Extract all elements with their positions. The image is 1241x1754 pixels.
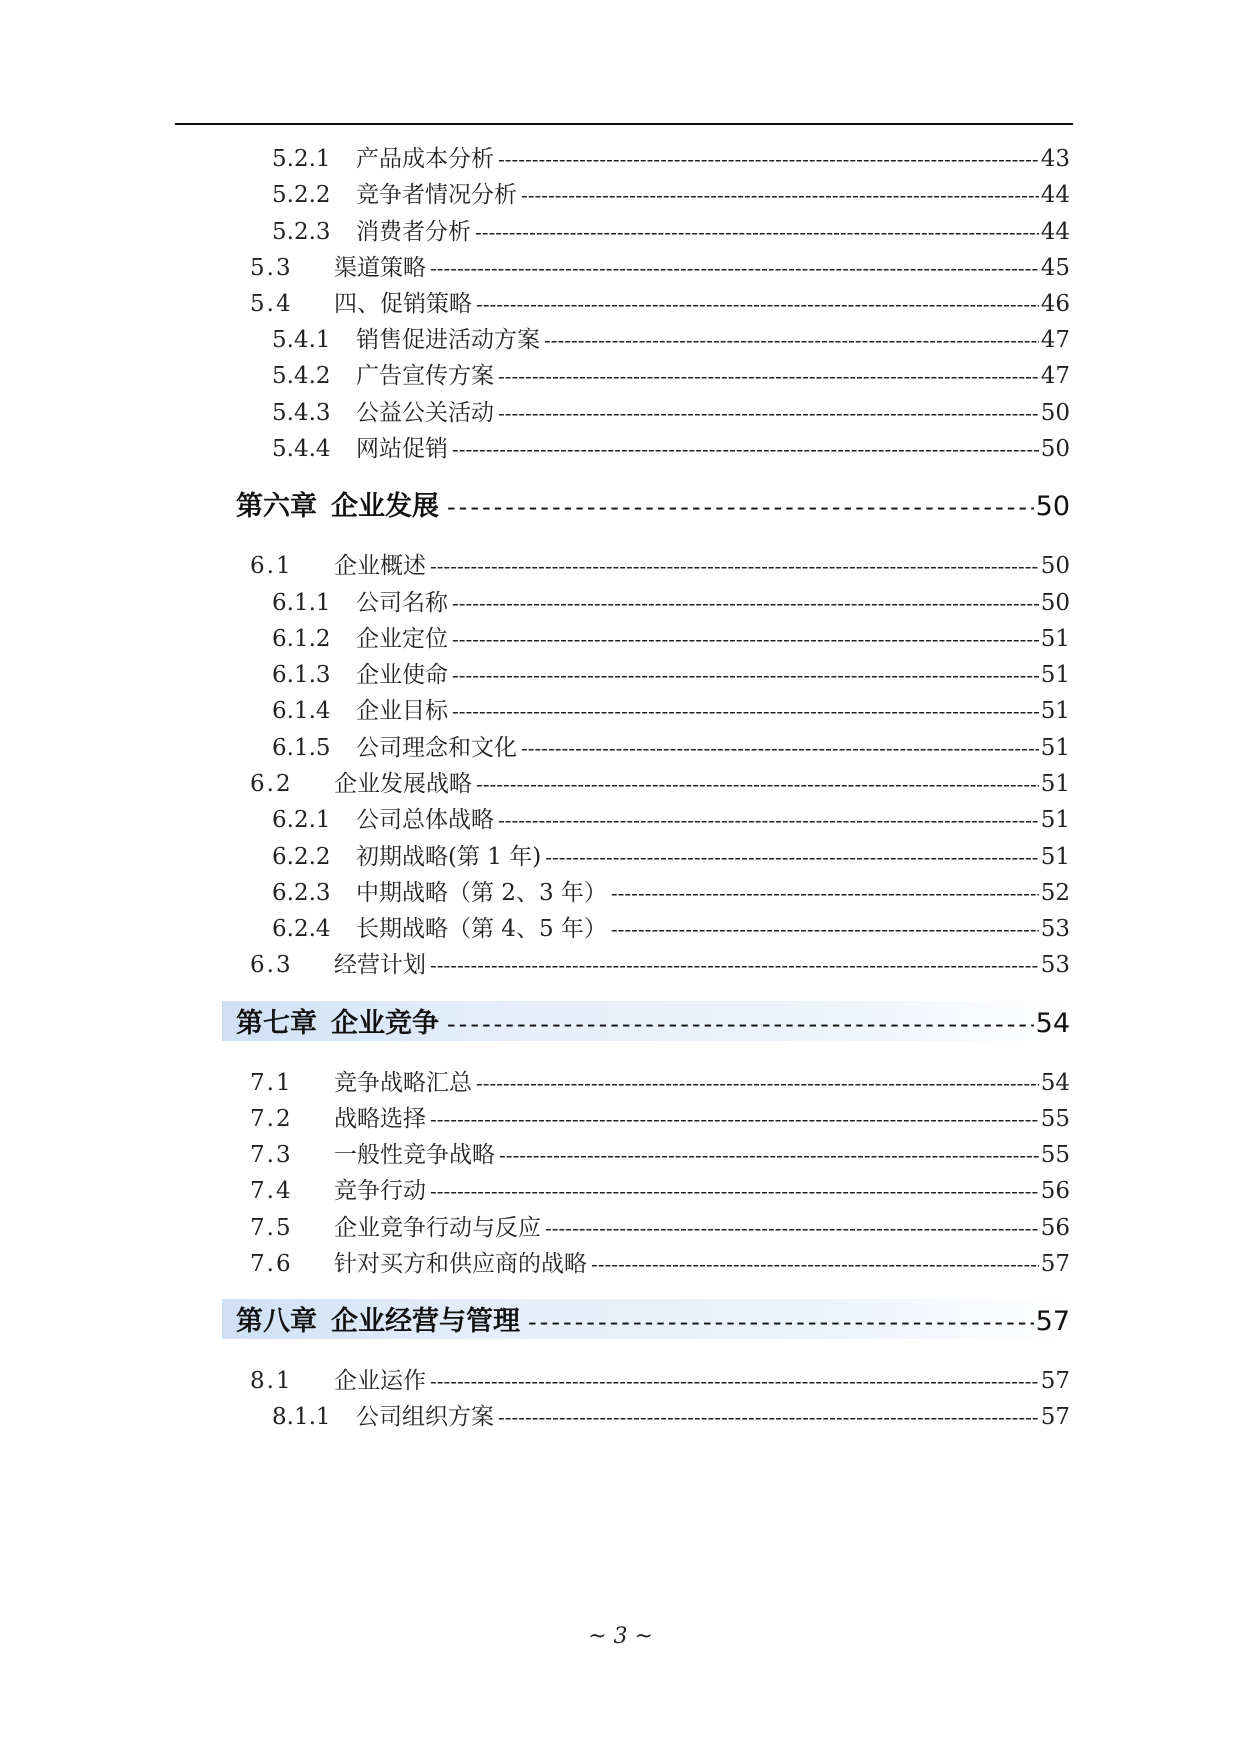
toc-dot-leader xyxy=(452,699,1039,723)
toc-entry-page: 43 xyxy=(1040,146,1070,172)
toc-entry[interactable] xyxy=(272,656,1070,686)
toc-dot-leader xyxy=(498,364,1039,388)
toc-entry-number: 5.2.1 xyxy=(272,146,331,172)
toc-dot-leader xyxy=(545,1216,1039,1240)
toc-entry-title: 企业使命 xyxy=(356,662,448,688)
toc-entry-page: 47 xyxy=(1040,327,1070,353)
toc-dot-leader xyxy=(528,1308,1034,1336)
page-number-footer: ~ 3 ~ xyxy=(588,1624,653,1649)
toc-dot-leader xyxy=(447,493,1034,521)
toc-entry[interactable] xyxy=(250,1100,1070,1130)
toc-entry-title: 竞争战略汇总 xyxy=(334,1070,472,1096)
toc-entry[interactable] xyxy=(272,394,1070,424)
toc-dot-leader xyxy=(499,1143,1039,1167)
toc-dot-leader xyxy=(430,1179,1039,1203)
toc-entry-page: 51 xyxy=(1040,662,1070,688)
toc-entry-number: 7.6 xyxy=(250,1251,293,1277)
toc-entry[interactable] xyxy=(272,838,1070,868)
toc-entry-number: 7.4 xyxy=(250,1178,293,1204)
toc-entry-page: 54 xyxy=(1040,1070,1070,1096)
toc-entry-number: 7.5 xyxy=(250,1215,293,1241)
toc-dot-leader xyxy=(430,256,1039,280)
toc-entry-number: 6.2 xyxy=(250,771,293,797)
toc-entry-title: 网站促销 xyxy=(356,436,448,462)
toc-dot-leader xyxy=(430,1107,1039,1131)
toc-entry-number: 7.1 xyxy=(250,1070,293,1096)
toc-entry-page: 52 xyxy=(1040,880,1070,906)
toc-dot-leader xyxy=(498,147,1039,171)
toc-entry-title: 广告宣传方案 xyxy=(356,363,494,389)
toc-dot-leader xyxy=(476,1071,1039,1095)
toc-entry[interactable] xyxy=(272,357,1070,387)
toc-entry-number: 6.1.3 xyxy=(272,662,331,688)
toc-entry-number: 5.4.3 xyxy=(272,400,331,426)
toc-entry-number: 8.1.1 xyxy=(272,1404,331,1430)
toc-dot-leader xyxy=(430,953,1039,977)
toc-entry-title: 公司组织方案 xyxy=(356,1404,494,1430)
toc-entry-title: 消费者分析 xyxy=(356,219,471,245)
toc-dot-leader xyxy=(430,1369,1039,1393)
toc-entry[interactable] xyxy=(250,1172,1070,1202)
toc-entry-title: 销售促进活动方案 xyxy=(356,327,540,353)
toc-entry[interactable] xyxy=(250,1245,1070,1275)
toc-entry-page: 50 xyxy=(1040,590,1070,616)
toc-entry-number: 5.2.2 xyxy=(272,182,331,208)
toc-dot-leader xyxy=(452,437,1039,461)
toc-entry-title: 初期战略(第 1 年) xyxy=(356,844,542,870)
toc-entry-page: 57 xyxy=(1035,1306,1070,1337)
toc-entry-page: 44 xyxy=(1040,219,1070,245)
toc-chapter-entry[interactable] xyxy=(222,484,1070,524)
toc-entry[interactable] xyxy=(250,765,1070,795)
toc-entry-number: 6.1.5 xyxy=(272,735,331,761)
toc-entry-title: 竞争者情况分析 xyxy=(356,182,517,208)
toc-entry-number: 6.1.1 xyxy=(272,590,331,616)
toc-entry-page: 47 xyxy=(1040,363,1070,389)
toc-entry-number: 5.4.4 xyxy=(272,436,331,462)
toc-entry-title: 公司名称 xyxy=(356,590,448,616)
toc-entry[interactable] xyxy=(272,321,1070,351)
toc-entry-title: 企业定位 xyxy=(356,626,448,652)
toc-entry[interactable] xyxy=(272,910,1070,940)
toc-entry-page: 53 xyxy=(1040,916,1070,942)
toc-entry[interactable] xyxy=(272,620,1070,650)
toc-entry-title: 企业概述 xyxy=(334,553,426,579)
toc-entry-number: 6.2.4 xyxy=(272,916,331,942)
toc-entry-page: 51 xyxy=(1040,626,1070,652)
toc-entry-number: 5.4.1 xyxy=(272,327,331,353)
toc-entry-number: 7.2 xyxy=(250,1106,293,1132)
toc-entry-number: 7.3 xyxy=(250,1142,293,1168)
toc-entry-title: 公司总体战略 xyxy=(356,807,494,833)
toc-dot-leader xyxy=(498,808,1039,832)
toc-entry-title: 企业竞争行动与反应 xyxy=(334,1215,541,1241)
toc-entry[interactable] xyxy=(250,946,1070,976)
toc-dot-leader xyxy=(498,401,1039,425)
toc-entry[interactable] xyxy=(272,140,1070,170)
toc-entry-page: 50 xyxy=(1040,436,1070,462)
toc-entry-page: 51 xyxy=(1040,698,1070,724)
toc-entry-page: 55 xyxy=(1040,1142,1070,1168)
toc-entry-page: 51 xyxy=(1040,807,1070,833)
toc-entry-title: 竞争行动 xyxy=(334,1178,426,1204)
toc-entry[interactable] xyxy=(272,801,1070,831)
toc-entry-page: 45 xyxy=(1040,255,1070,281)
toc-entry[interactable] xyxy=(272,729,1070,759)
toc-entry-number: 6.1 xyxy=(250,553,293,579)
toc-entry-number: 6.3 xyxy=(250,952,293,978)
toc-dot-leader xyxy=(521,183,1039,207)
toc-dot-leader xyxy=(611,917,1039,941)
toc-entry[interactable] xyxy=(250,1362,1070,1392)
toc-entry-page: 57 xyxy=(1040,1251,1070,1277)
toc-entry-page: 46 xyxy=(1040,291,1070,317)
toc-dot-leader xyxy=(452,663,1039,687)
toc-entry-title: 企业经营与管理 xyxy=(331,1306,520,1337)
toc-entry-page: 51 xyxy=(1040,844,1070,870)
toc-entry-title: 中期战略（第 2、3 年） xyxy=(356,880,607,906)
toc-entry-title: 四、促销策略 xyxy=(334,291,472,317)
toc-entry-title: 长期战略（第 4、5 年） xyxy=(356,916,607,942)
toc-entry-title: 公司理念和文化 xyxy=(356,735,517,761)
toc-entry-page: 57 xyxy=(1040,1404,1070,1430)
toc-entry-title: 经营计划 xyxy=(334,952,426,978)
toc-entry[interactable] xyxy=(250,1209,1070,1239)
toc-entry-number: 8.1 xyxy=(250,1368,293,1394)
toc-entry-page: 44 xyxy=(1040,182,1070,208)
toc-entry-page: 56 xyxy=(1040,1178,1070,1204)
toc-dot-leader xyxy=(611,881,1039,905)
toc-entry-title: 企业发展战略 xyxy=(334,771,472,797)
toc-entry-page: 51 xyxy=(1040,771,1070,797)
toc-entry-page: 53 xyxy=(1040,952,1070,978)
toc-entry[interactable] xyxy=(272,692,1070,722)
toc-entry[interactable] xyxy=(272,176,1070,206)
toc-entry-page: 50 xyxy=(1035,491,1070,522)
toc-entry[interactable] xyxy=(272,874,1070,904)
toc-dot-leader xyxy=(475,220,1039,244)
toc-entry-number: 6.1.4 xyxy=(272,698,331,724)
toc-entry-number: 5.2.3 xyxy=(272,219,331,245)
toc-entry-title: 企业发展 xyxy=(331,491,439,522)
toc-entry[interactable] xyxy=(250,249,1070,279)
toc-entry-page: 51 xyxy=(1040,735,1070,761)
toc-entry-number: 6.2.3 xyxy=(272,880,331,906)
toc-entry[interactable] xyxy=(250,547,1070,577)
toc-entry[interactable] xyxy=(272,213,1070,243)
toc-entry-title: 渠道策略 xyxy=(334,255,426,281)
toc-dot-leader xyxy=(476,772,1039,796)
toc-entry-page: 55 xyxy=(1040,1106,1070,1132)
toc-dot-leader xyxy=(545,845,1039,869)
toc-entry-title: 战略选择 xyxy=(334,1106,426,1132)
toc-dot-leader xyxy=(452,591,1039,615)
toc-entry-page: 57 xyxy=(1040,1368,1070,1394)
toc-dot-leader xyxy=(452,627,1039,651)
toc-entry-number: 5.3 xyxy=(250,255,293,281)
toc-entry-page: 54 xyxy=(1035,1008,1070,1039)
toc-entry[interactable] xyxy=(250,1136,1070,1166)
toc-entry-title: 产品成本分析 xyxy=(356,146,494,172)
toc-entry[interactable] xyxy=(272,1398,1070,1428)
toc-entry[interactable] xyxy=(272,430,1070,460)
toc-entry-number: 6.1.2 xyxy=(272,626,331,652)
toc-chapter-entry[interactable] xyxy=(222,1299,1070,1339)
toc-entry-title: 公益公关活动 xyxy=(356,400,494,426)
toc-dot-leader xyxy=(476,292,1039,316)
toc-entry-number: 6.2.1 xyxy=(272,807,331,833)
toc-entry-title: 一般性竞争战略 xyxy=(334,1142,495,1168)
toc-entry-number: 第八章 xyxy=(236,1306,317,1337)
toc-dot-leader xyxy=(430,554,1039,578)
toc-entry[interactable] xyxy=(250,285,1070,315)
toc-entry-number: 第七章 xyxy=(236,1008,317,1039)
toc-entry-page: 50 xyxy=(1040,400,1070,426)
toc-dot-leader xyxy=(498,1405,1039,1429)
toc-entry[interactable] xyxy=(272,584,1070,614)
toc-entry-title: 企业运作 xyxy=(334,1368,426,1394)
toc-dot-leader xyxy=(544,328,1039,352)
toc-entry-number: 5.4 xyxy=(250,291,293,317)
toc-entry-title: 企业竞争 xyxy=(331,1008,439,1039)
toc-entry-number: 6.2.2 xyxy=(272,844,331,870)
toc-entry-title: 针对买方和供应商的战略 xyxy=(334,1251,587,1277)
toc-entry-number: 第六章 xyxy=(236,491,317,522)
toc-entry-page: 56 xyxy=(1040,1215,1070,1241)
toc-dot-leader xyxy=(447,1010,1034,1038)
toc-entry-number: 5.4.2 xyxy=(272,363,331,389)
toc-entry[interactable] xyxy=(250,1064,1070,1094)
toc-chapter-entry[interactable] xyxy=(222,1001,1070,1041)
toc-dot-leader xyxy=(521,736,1039,760)
toc-entry-page: 50 xyxy=(1040,553,1070,579)
toc-dot-leader xyxy=(591,1252,1039,1276)
toc-entry-title: 企业目标 xyxy=(356,698,448,724)
